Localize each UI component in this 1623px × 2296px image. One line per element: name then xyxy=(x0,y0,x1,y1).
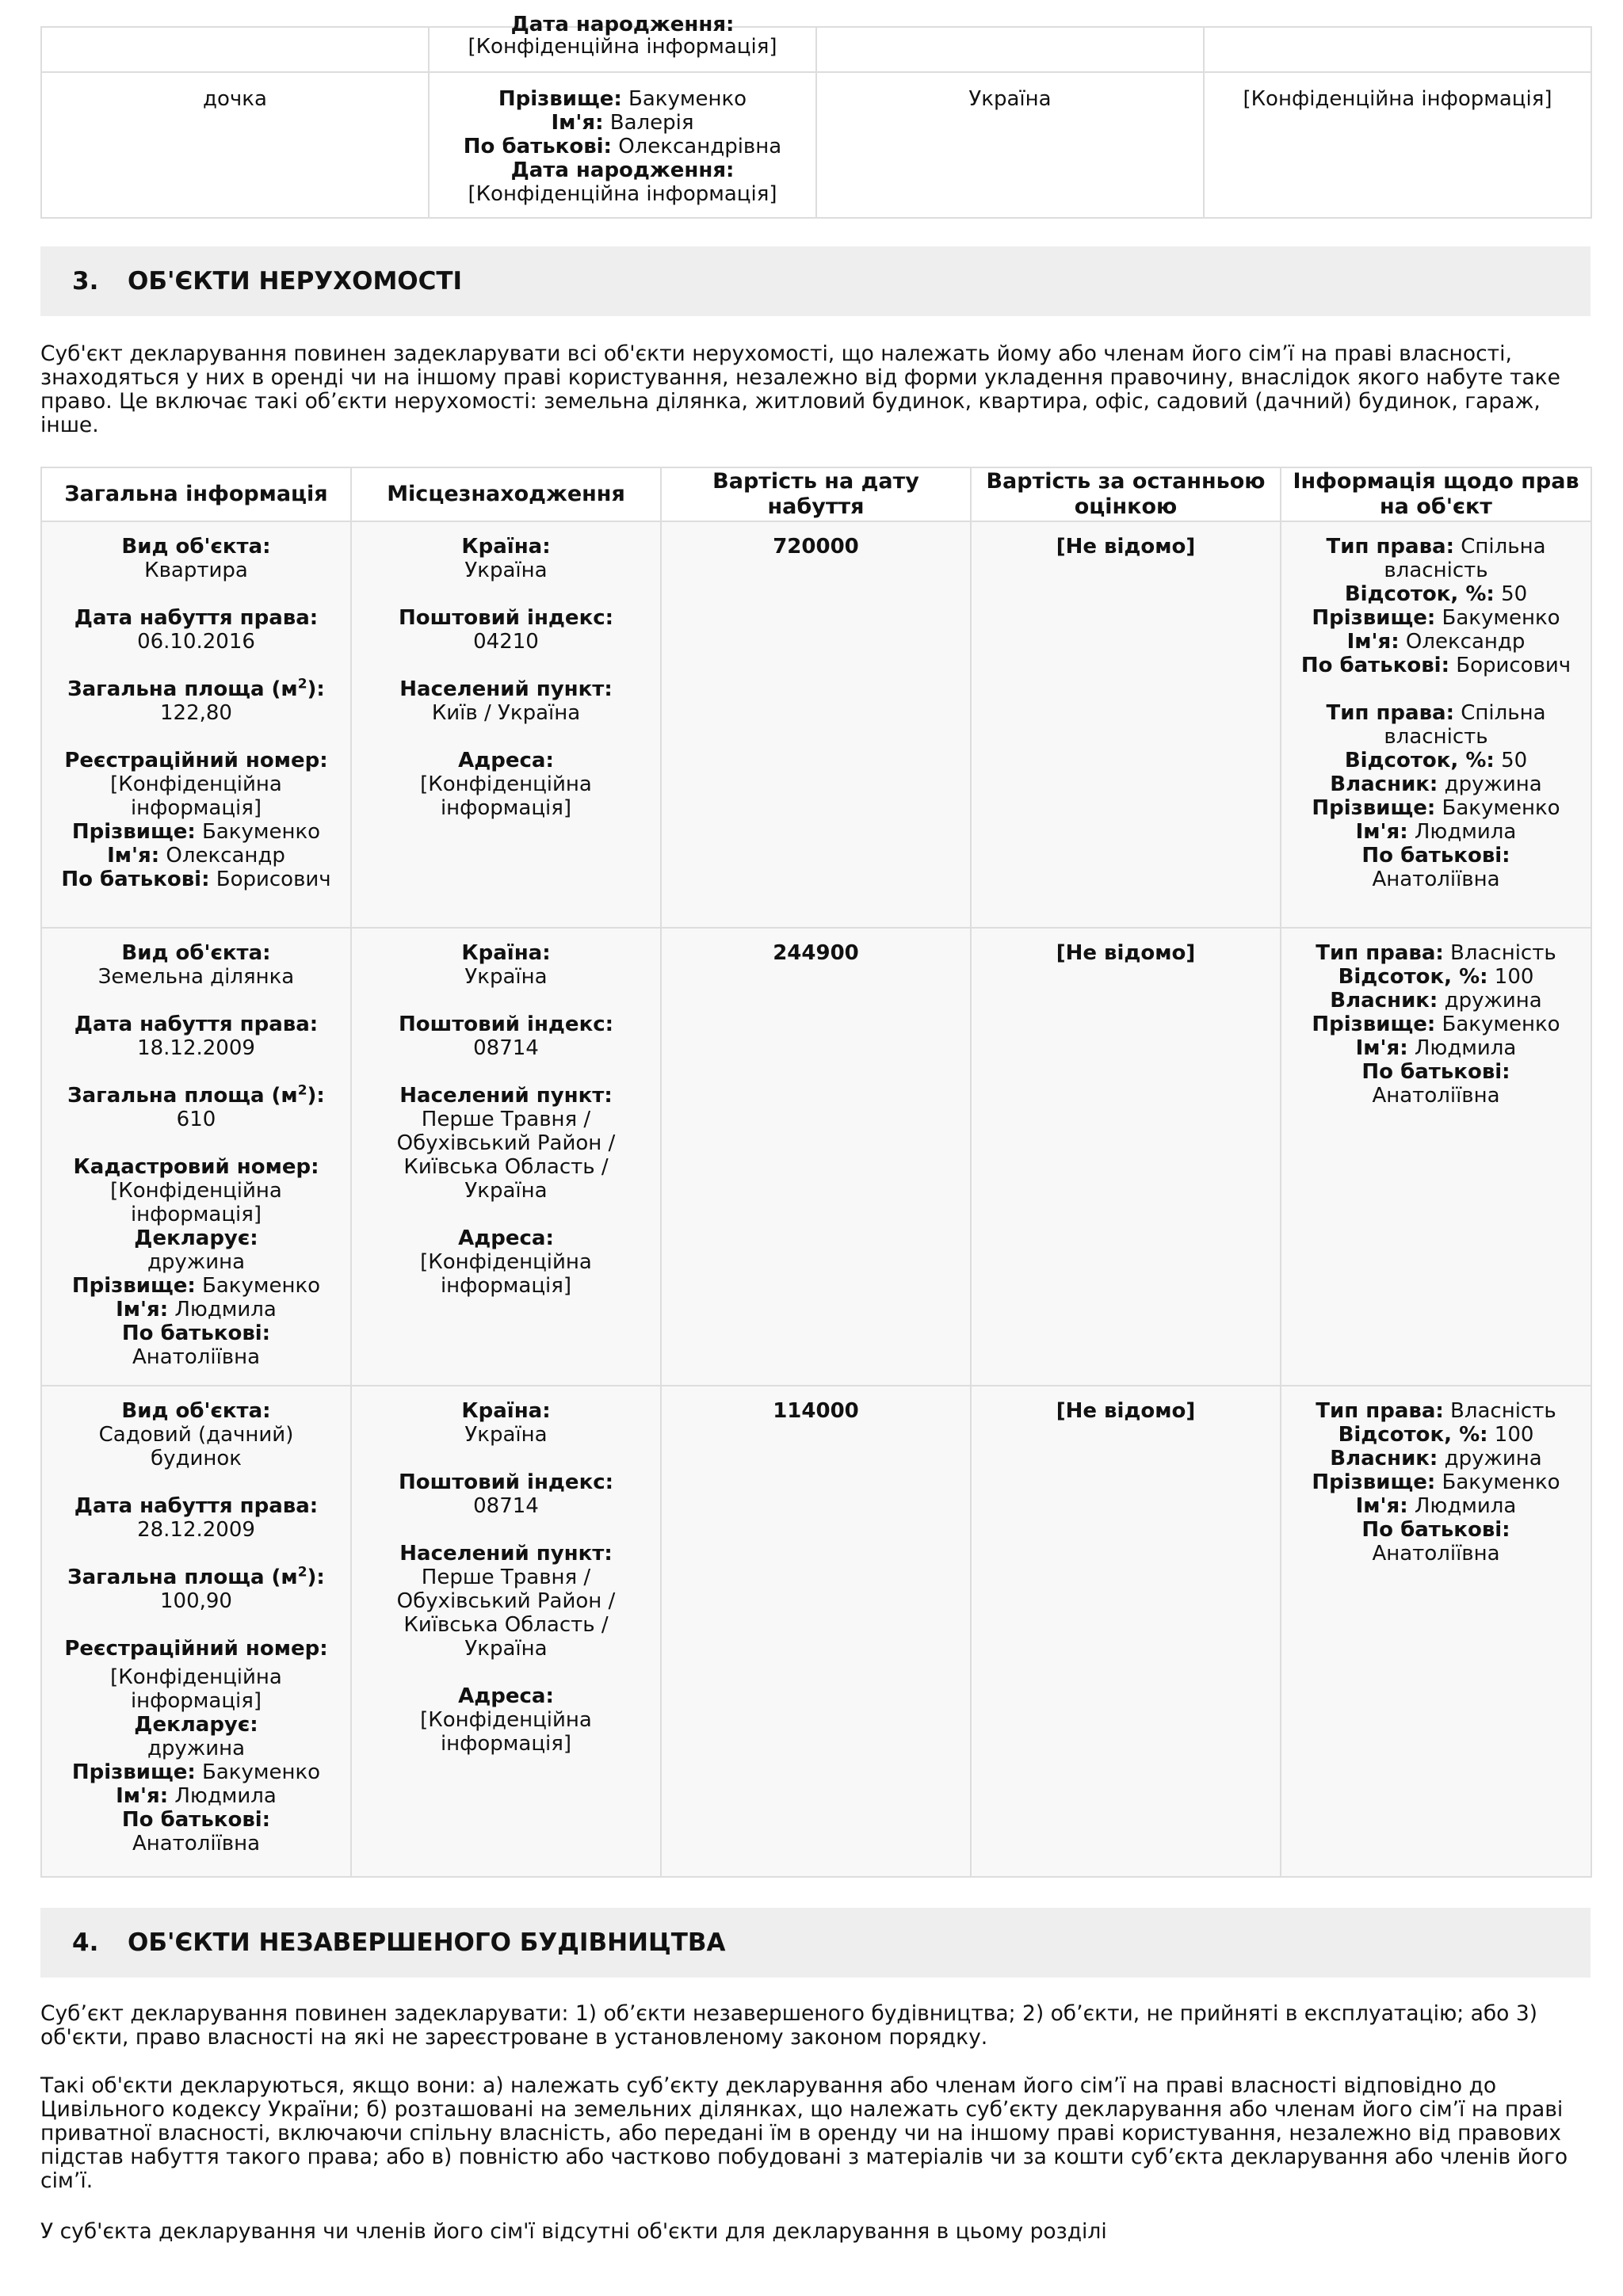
table-row xyxy=(41,72,1591,218)
real-estate-table-wrapper xyxy=(40,467,1591,1878)
section-title: ОБ'ЄКТИ НЕРУХОМОСТІ xyxy=(128,267,463,296)
general-info-cell: Вид об'єкта: Земельна ділянка Дата набуття права: 18.12.2009 Загальна площа $(м^2)$: 610 Кадастровий номер: [Конфіденційна інформація] Декларує: дружина Прізвище: Бакуменко Ім'я: Людмила По батькові: Анатоліївна xyxy=(41,928,351,1386)
cost-acquisition-cell: 244900 xyxy=(661,928,971,1386)
cost-last-cell: [Не відомо] xyxy=(971,928,1281,1386)
section-header-unfinished-construction xyxy=(40,1908,1591,1978)
cost-acquisition-cell: 720000 xyxy=(661,521,971,928)
table-header-row xyxy=(41,467,1591,521)
table-row xyxy=(41,521,1591,928)
table-row xyxy=(41,1386,1591,1877)
table-row xyxy=(41,27,1591,72)
location-cell: Країна: Україна Поштовий індекс: 04210 Населений пункт: Київ / Україна Адреса: [Конфіденційна інформація] xyxy=(351,521,661,928)
rights-cell: Тип права: Власність Відсоток, %: 100 Власник: дружина Прізвище: Бакуменко Ім'я: Людмила По батькові: Анатоліївна xyxy=(1281,928,1591,1386)
section-empty-note: У суб'єкта декларування чи членів його сім'ї відсутні об'єкти для декларування в цьому розділі xyxy=(40,2219,1107,2244)
dob-value: [Конфіденційна інформація] xyxy=(468,35,777,59)
cost-last-cell: [Не відомо] xyxy=(971,521,1281,928)
relation-cell: дочка xyxy=(41,72,429,218)
col-header: Місцезнаходження xyxy=(351,467,661,521)
general-info-cell: Вид об'єкта: Садовий (дачний) будинок Дата набуття права: 28.12.2009 Загальна площа $(м^2)$: 100,90 Реєстраційний номер: [Конфіденційна інформація] Декларує: дружина Прізвище: Бакуменко Ім'я: Людмила По батькові: Анатоліївна xyxy=(41,1386,351,1877)
real-estate-table xyxy=(40,467,1592,1878)
rights-cell: Тип права: Спільна власність Відсоток, %: 50 Прізвище: Бакуменко Ім'я: Олександр По батькові: Борисович Тип права: Спільна власність Відсоток, %: 50 Власник: дружина Прізвище: Бакуменко Ім'я: Людмила По батькові: Анатоліївна xyxy=(1281,521,1591,928)
table-row xyxy=(41,928,1591,1386)
address-cell: [Конфіденційна інформація] xyxy=(1204,72,1591,218)
section-paragraph: Такі об'єкти декларуються, якщо вони: а) належать суб’єкту декларування або членам його сім’ї на праві власності відповідно до Цивільного кодексу України; б) розташовані на земельних ділянках, що належать суб’єкту декларування або членам його сім’ї на праві приватної власності, включаючи спільну власність, або передані їм в оренду чи на іншому праві користування, незалежно від правових підстав набуття такого права; або в) повністю або частково побудовані з матеріалів чи за кошти суб’єкта декларування або членів його сім’ї. xyxy=(40,2073,1568,2193)
location-cell: Країна: Україна Поштовий індекс: 08714 Населений пункт: Перше Травня / Обухівський Район / Київська Область / Україна Адреса: [Конфіденційна інформація] xyxy=(351,1386,661,1877)
col-header: Інформація щодо прав на об'єкт xyxy=(1281,467,1591,521)
family-table xyxy=(40,13,1592,219)
cost-acquisition-cell: 114000 xyxy=(661,1386,971,1877)
rights-cell: Тип права: Власність Відсоток, %: 100 Власник: дружина Прізвище: Бакуменко Ім'я: Людмила По батькові: Анатоліївна xyxy=(1281,1386,1591,1877)
general-info-cell: Вид об'єкта: Квартира Дата набуття права: 06.10.2016 Загальна площа $(м^2)$: 122,80 Реєстраційний номер: [Конфіденційна інформація] Прізвище: Бакуменко Ім'я: Олександр По батькові: Борисович xyxy=(41,521,351,928)
col-header: Вартість на дату набуття xyxy=(661,467,971,521)
section-header-real-estate xyxy=(40,246,1591,316)
family-table-wrapper xyxy=(40,13,1591,219)
col-header: Загальна інформація xyxy=(41,467,351,521)
cost-last-cell: [Не відомо] xyxy=(971,1386,1281,1877)
section-description: Суб'єкт декларування повинен задекларувати всі об'єкти нерухомості, що належать йому або членам його сім’ї на праві власності, знаходяться у них в оренді чи на іншому праві користування, незалежно від форми укладення правочину, внаслідок якого набуте таке право. Це включає такі об’єкти нерухомості: земельна ділянка, житловий будинок, квартира, офіс, садовий (дачний) будинок, гараж, інше. xyxy=(40,341,1560,437)
col-header: Вартість за останньою оцінкою xyxy=(971,467,1281,521)
citizenship-cell: Україна xyxy=(816,72,1204,218)
person-cell: Прізвище: Бакуменко Ім'я: Валерія По батькові: Олександрівна Дата народження: [Конфіденційна інформація] xyxy=(429,72,816,218)
section-number: 3. xyxy=(72,267,99,296)
location-cell: Країна: Україна Поштовий індекс: 08714 Населений пункт: Перше Травня / Обухівський Район / Київська Область / Україна Адреса: [Конфіденційна інформація] xyxy=(351,928,661,1386)
dob-label-partial: Дата народження: xyxy=(510,13,735,36)
section-number: 4. xyxy=(72,1928,99,1957)
section-paragraph: Суб’єкт декларування повинен задекларувати: 1) об’єкти незавершеного будівництва; 2) об’єкти, не прийняті в експлуатацію; або 3) об'єкти, право власності на які не зареєстроване в установленому законом порядку. xyxy=(40,2001,1538,2050)
section-title: ОБ'ЄКТИ НЕЗАВЕРШЕНОГО БУДІВНИЦТВА xyxy=(128,1928,726,1957)
